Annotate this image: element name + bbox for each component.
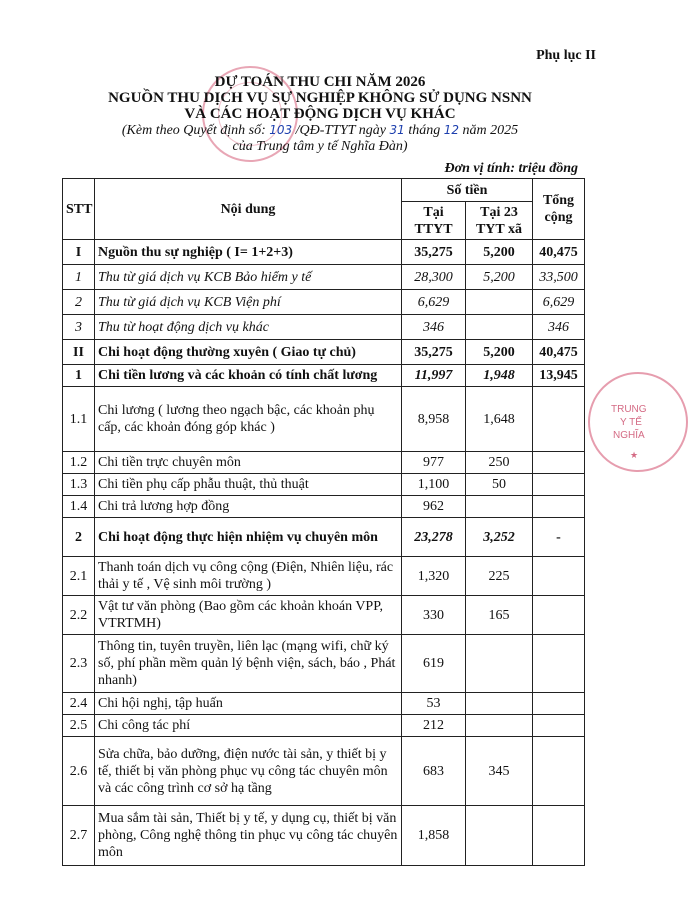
appendix-label: Phụ lục II [536, 48, 596, 63]
row-content: Chi công tác phí [95, 715, 402, 737]
row-stt: 2.3 [63, 635, 95, 693]
seal-text-3: NGHĨA [613, 430, 645, 441]
row-stt: 2.6 [63, 737, 95, 806]
table-row [63, 265, 585, 290]
table-row [63, 452, 585, 474]
row-stt: 1 [63, 265, 95, 290]
table-row [63, 557, 585, 596]
row-total: 40,475 [533, 340, 585, 365]
row-total [533, 715, 585, 737]
row-ttyt: 212 [402, 715, 466, 737]
table-row [63, 806, 585, 866]
row-tyt: 1,648 [466, 387, 533, 452]
row-total [533, 635, 585, 693]
table-row [63, 340, 585, 365]
row-stt: 3 [63, 315, 95, 340]
row-total: 33,500 [533, 265, 585, 290]
issuing-organization: của Trung tâm y tế Nghĩa Đàn) [232, 139, 408, 154]
row-tyt [466, 315, 533, 340]
decision-prefix: (Kèm theo Quyết định số: [121, 123, 270, 138]
header-stt: STT [63, 179, 95, 240]
doc-title-line-1: DỰ TOÁN THU CHI NĂM 2026 [214, 74, 426, 90]
decision-number: 103 [269, 123, 293, 137]
row-ttyt: 683 [402, 737, 466, 806]
unit-label: Đơn vị tính: triệu đồng [444, 161, 578, 176]
header-total: Tổng cộng [533, 179, 585, 240]
row-stt: 1.4 [63, 496, 95, 518]
row-tyt [466, 635, 533, 693]
row-content: Chi hội nghị, tập huấn [95, 693, 402, 715]
table-row [63, 518, 585, 557]
row-stt: 1.1 [63, 387, 95, 452]
header-ttyt: Tại TTYT [402, 202, 466, 240]
row-total [533, 596, 585, 635]
row-content: Thu từ giá dịch vụ KCB Viện phí [95, 290, 402, 315]
budget-table [62, 178, 585, 866]
row-stt: II [63, 340, 95, 365]
row-ttyt: 1,320 [402, 557, 466, 596]
doc-title-line-3: VÀ CÁC HOẠT ĐỘNG DỊCH VỤ KHÁC [184, 106, 456, 122]
decision-reference [0, 122, 640, 139]
row-tyt: 250 [466, 452, 533, 474]
row-ttyt: 35,275 [402, 240, 466, 265]
row-content: Chi tiền lương và các khoản có tính chất lương [95, 365, 402, 387]
table-row [63, 635, 585, 693]
table-row [63, 693, 585, 715]
row-content: Nguồn thu sự nghiệp ( I= 1+2+3) [95, 240, 402, 265]
row-ttyt: 977 [402, 452, 466, 474]
row-tyt: 50 [466, 474, 533, 496]
row-ttyt: 28,300 [402, 265, 466, 290]
header-amount-group: Số tiền [402, 179, 533, 202]
row-ttyt: 53 [402, 693, 466, 715]
row-content: Thu từ hoạt động dịch vụ khác [95, 315, 402, 340]
table-row [63, 474, 585, 496]
row-tyt: 3,252 [466, 518, 533, 557]
row-ttyt: 962 [402, 496, 466, 518]
row-tyt [466, 715, 533, 737]
table-row [63, 240, 585, 265]
row-ttyt: 35,275 [402, 340, 466, 365]
row-stt: 2.1 [63, 557, 95, 596]
row-stt: 1.3 [63, 474, 95, 496]
row-ttyt: 11,997 [402, 365, 466, 387]
row-total [533, 496, 585, 518]
row-tyt [466, 290, 533, 315]
row-total: - [533, 518, 585, 557]
table-row [63, 387, 585, 452]
table-row [63, 496, 585, 518]
row-total: 346 [533, 315, 585, 340]
row-content: Chi tiền phụ cấp phẫu thuật, thủ thuật [95, 474, 402, 496]
decision-month: 12 [443, 123, 459, 137]
row-content: Chi lương ( lương theo ngạch bậc, các khoản phụ cấp, các khoản đóng góp khác ) [95, 387, 402, 452]
row-total: 13,945 [533, 365, 585, 387]
row-tyt [466, 693, 533, 715]
row-total [533, 387, 585, 452]
row-ttyt: 1,100 [402, 474, 466, 496]
row-stt: 2.4 [63, 693, 95, 715]
row-tyt: 5,200 [466, 265, 533, 290]
header-tyt: Tại 23 TYT xã [466, 202, 533, 240]
row-total [533, 737, 585, 806]
seal-star-icon: ★ [630, 450, 639, 460]
row-total [533, 693, 585, 715]
doc-title-line-2: NGUỒN THU DỊCH VỤ SỰ NGHIỆP KHÔNG SỬ DỤNG NSNN [108, 90, 532, 106]
row-content: Sửa chữa, bảo dưỡng, điện nước tài sản, y thiết bị y tế, thiết bị văn phòng phục vụ công tác chuyên môn và các công trình cơ sở hạ tầng [95, 737, 402, 806]
table-row [63, 315, 585, 340]
row-stt: 2 [63, 290, 95, 315]
row-tyt: 165 [466, 596, 533, 635]
row-content: Vật tư văn phòng (Bao gồm các khoản khoán VPP, VTRTMH) [95, 596, 402, 635]
row-tyt: 5,200 [466, 240, 533, 265]
row-stt: 1 [63, 365, 95, 387]
decision-month-word: tháng [404, 123, 444, 138]
row-tyt: 1,948 [466, 365, 533, 387]
table-row [63, 737, 585, 806]
side-seal-stamp [588, 372, 688, 472]
row-stt: 1.2 [63, 452, 95, 474]
row-content: Chi hoạt động thường xuyên ( Giao tự chủ) [95, 340, 402, 365]
row-total [533, 806, 585, 866]
row-stt: 2 [63, 518, 95, 557]
row-total [533, 452, 585, 474]
table-row [63, 596, 585, 635]
header-content: Nội dung [95, 179, 402, 240]
row-ttyt: 330 [402, 596, 466, 635]
row-content: Mua sắm tài sản, Thiết bị y tế, y dụng cụ, thiết bị văn phòng, Công nghệ thông tin phục vụ công tác chuyên môn [95, 806, 402, 866]
row-ttyt: 23,278 [402, 518, 466, 557]
row-tyt: 345 [466, 737, 533, 806]
row-tyt [466, 806, 533, 866]
row-total [533, 474, 585, 496]
table-row [63, 715, 585, 737]
table-row [63, 290, 585, 315]
row-tyt [466, 496, 533, 518]
row-content: Chi tiền trực chuyên môn [95, 452, 402, 474]
row-stt: 2.2 [63, 596, 95, 635]
row-total: 6,629 [533, 290, 585, 315]
seal-text-1: TRUNG [611, 404, 647, 415]
row-content: Thông tin, tuyên truyền, liên lạc (mạng wifi, chữ ký số, phí phần mềm quản lý bệnh viện, sách, báo , Phát nhanh) [95, 635, 402, 693]
decision-mid: /QĐ-TTYT ngày [292, 123, 390, 138]
decision-day: 31 [389, 123, 405, 137]
table-row [63, 365, 585, 387]
row-stt: I [63, 240, 95, 265]
seal-text-2: Y TẾ [620, 417, 642, 428]
row-total [533, 557, 585, 596]
row-ttyt: 8,958 [402, 387, 466, 452]
row-content: Chi trả lương hợp đồng [95, 496, 402, 518]
decision-year: năm 2025 [458, 123, 519, 138]
row-stt: 2.7 [63, 806, 95, 866]
row-ttyt: 346 [402, 315, 466, 340]
row-tyt: 5,200 [466, 340, 533, 365]
row-content: Chi hoạt động thực hiện nhiệm vụ chuyên môn [95, 518, 402, 557]
row-ttyt: 1,858 [402, 806, 466, 866]
row-tyt: 225 [466, 557, 533, 596]
row-ttyt: 619 [402, 635, 466, 693]
row-content: Thu từ giá dịch vụ KCB Bảo hiểm y tế [95, 265, 402, 290]
row-total: 40,475 [533, 240, 585, 265]
row-content: Thanh toán dịch vụ công cộng (Điện, Nhiên liệu, rác thải y tế , Vệ sinh môi trường ) [95, 557, 402, 596]
row-stt: 2.5 [63, 715, 95, 737]
row-ttyt: 6,629 [402, 290, 466, 315]
